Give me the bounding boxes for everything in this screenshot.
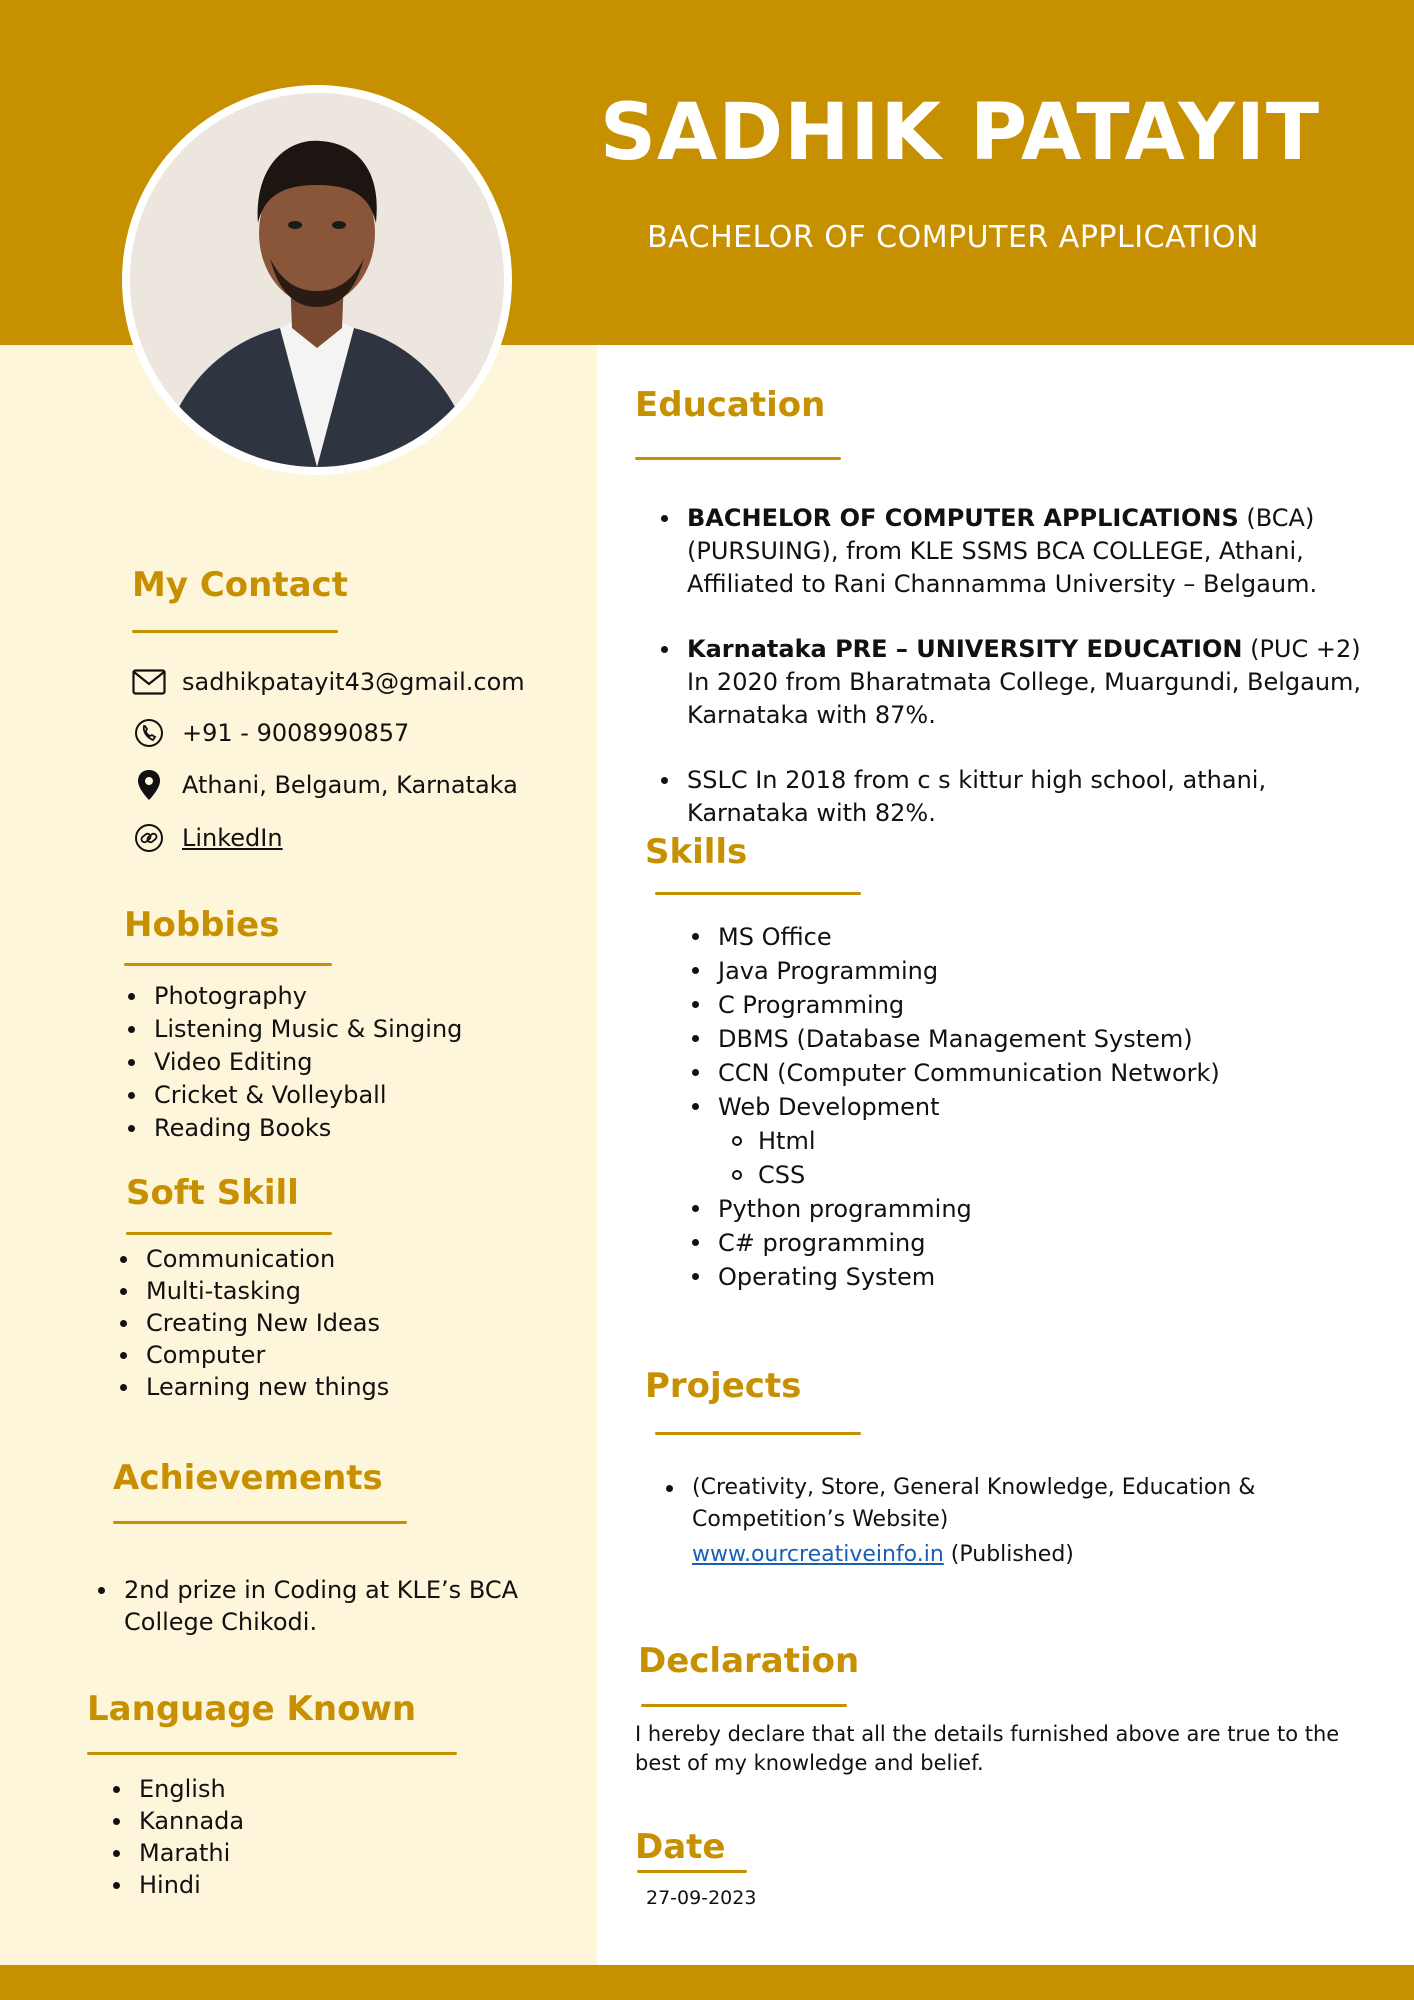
person-portrait-icon (130, 93, 504, 467)
education-title: Karnataka PRE – UNIVERSITY EDUCATION (687, 635, 1243, 663)
education-detail: (PUC +2) In 2020 from Bharatmata College, Muargundi, Belgaum, Karnataka with 87%. (687, 635, 1362, 729)
list-item: Hindi (139, 1869, 244, 1901)
education-title: BACHELOR OF COMPUTER APPLICATIONS (687, 504, 1239, 532)
list-item: CCN (Computer Communication Network) (718, 1056, 1220, 1090)
declaration-heading: Declaration (638, 1641, 860, 1681)
list-item (687, 502, 1362, 601)
soft-skill-heading: Soft Skill (126, 1173, 299, 1213)
contact-heading: My Contact (132, 565, 348, 605)
soft-skill-heading-rule (126, 1232, 332, 1235)
education-heading: Education (635, 385, 826, 425)
declaration-heading-rule (641, 1704, 847, 1707)
list-item (687, 633, 1362, 732)
profile-photo (130, 93, 504, 467)
contact-email[interactable]: sadhikpatayit43@gmail.com (182, 668, 525, 696)
project-website-link[interactable]: www.ourcreativeinfo.in (692, 1542, 944, 1567)
list-item: English (139, 1773, 244, 1805)
list-item: Video Editing (154, 1046, 462, 1079)
projects-heading-rule (655, 1432, 861, 1435)
list-item: MS Office (718, 920, 1220, 954)
list-item: C# programming (718, 1226, 972, 1260)
candidate-degree: BACHELOR OF COMPUTER APPLICATION (647, 220, 1259, 255)
education-heading-rule (635, 457, 841, 460)
contact-location-row (132, 768, 518, 802)
candidate-name: SADHIK PATAYIT (599, 88, 1321, 178)
list-item: 2nd prize in Coding at KLE’s BCA College Chikodi. (124, 1574, 544, 1638)
projects-list (692, 1472, 1312, 1536)
contact-heading-rule (132, 630, 338, 633)
linkedin-link[interactable]: LinkedIn (182, 824, 283, 852)
location-pin-icon (132, 768, 166, 802)
list-item: Python programming (718, 1192, 972, 1226)
education-list (687, 502, 1362, 830)
contact-phone-row (132, 716, 409, 750)
footer-band (0, 1965, 1414, 2000)
skills-list-continued (718, 1192, 972, 1294)
list-item: Computer (146, 1339, 389, 1371)
list-item: Kannada (139, 1807, 245, 1835)
list-item: Operating System (718, 1260, 972, 1294)
hobbies-heading: Hobbies (124, 905, 280, 945)
list-item (687, 764, 1362, 830)
mail-icon (132, 665, 166, 699)
languages-list (139, 1773, 244, 1901)
list-item: C Programming (718, 988, 1220, 1022)
list-item: CSS (758, 1158, 816, 1192)
education-detail: (BCA) (PURSUING), from KLE SSMS BCA COLLEGE, Athani, Affiliated to Rani Channamma University – Belgaum. (687, 504, 1318, 598)
date-heading-rule (637, 1870, 747, 1873)
list-item: Html (758, 1124, 816, 1158)
languages-heading-rule (87, 1752, 457, 1755)
project-status: (Published) (943, 1542, 1074, 1567)
achievements-heading-rule (113, 1521, 407, 1524)
contact-phone[interactable]: +91 - 9008990857 (182, 719, 410, 747)
achievements-heading: Achievements (113, 1458, 383, 1498)
declaration-text: I hereby declare that all the details furnished above are true to the best of my knowledge and belief. (635, 1722, 1340, 1775)
list-item: Communication (146, 1243, 389, 1275)
skills-list (718, 920, 1220, 1124)
list-item: Creating New Ideas (146, 1307, 389, 1339)
list-item: Photography (154, 980, 462, 1013)
contact-location: Athani, Belgaum, Karnataka (182, 771, 518, 799)
list-item: Multi-tasking (146, 1275, 389, 1307)
projects-heading: Projects (645, 1366, 802, 1406)
hobbies-heading-rule (124, 963, 332, 966)
list-item: (Creativity, Store, General Knowledge, Education & Competition’s Website) (692, 1472, 1312, 1536)
list-item: Marathi (139, 1837, 244, 1869)
skills-heading: Skills (645, 832, 748, 872)
contact-email-row (132, 665, 525, 699)
project-url-row (692, 1542, 1074, 1567)
skills-heading-rule (655, 892, 861, 895)
hobbies-list (154, 980, 462, 1145)
achievements-list (124, 1574, 544, 1638)
web-dev-sublist (758, 1124, 816, 1192)
list-item: Reading Books (154, 1112, 462, 1145)
list-item: Learning new things (146, 1373, 390, 1401)
soft-skill-list (146, 1243, 389, 1403)
languages-heading: Language Known (87, 1689, 417, 1729)
list-item: Cricket & Volleyball (154, 1079, 462, 1112)
phone-icon (132, 716, 166, 750)
list-item: Listening Music & Singing (154, 1013, 462, 1046)
education-detail: SSLC In 2018 from c s kittur high school, athani, Karnataka with 82%. (687, 766, 1267, 827)
date-heading: Date (635, 1827, 726, 1867)
list-item: Web Development (718, 1090, 1220, 1124)
list-item: DBMS (Database Management System) (718, 1022, 1220, 1056)
contact-linkedin-row (132, 821, 283, 855)
link-icon (132, 821, 166, 855)
list-item: Java Programming (718, 954, 1220, 988)
date-value: 27-09-2023 (646, 1887, 757, 1909)
